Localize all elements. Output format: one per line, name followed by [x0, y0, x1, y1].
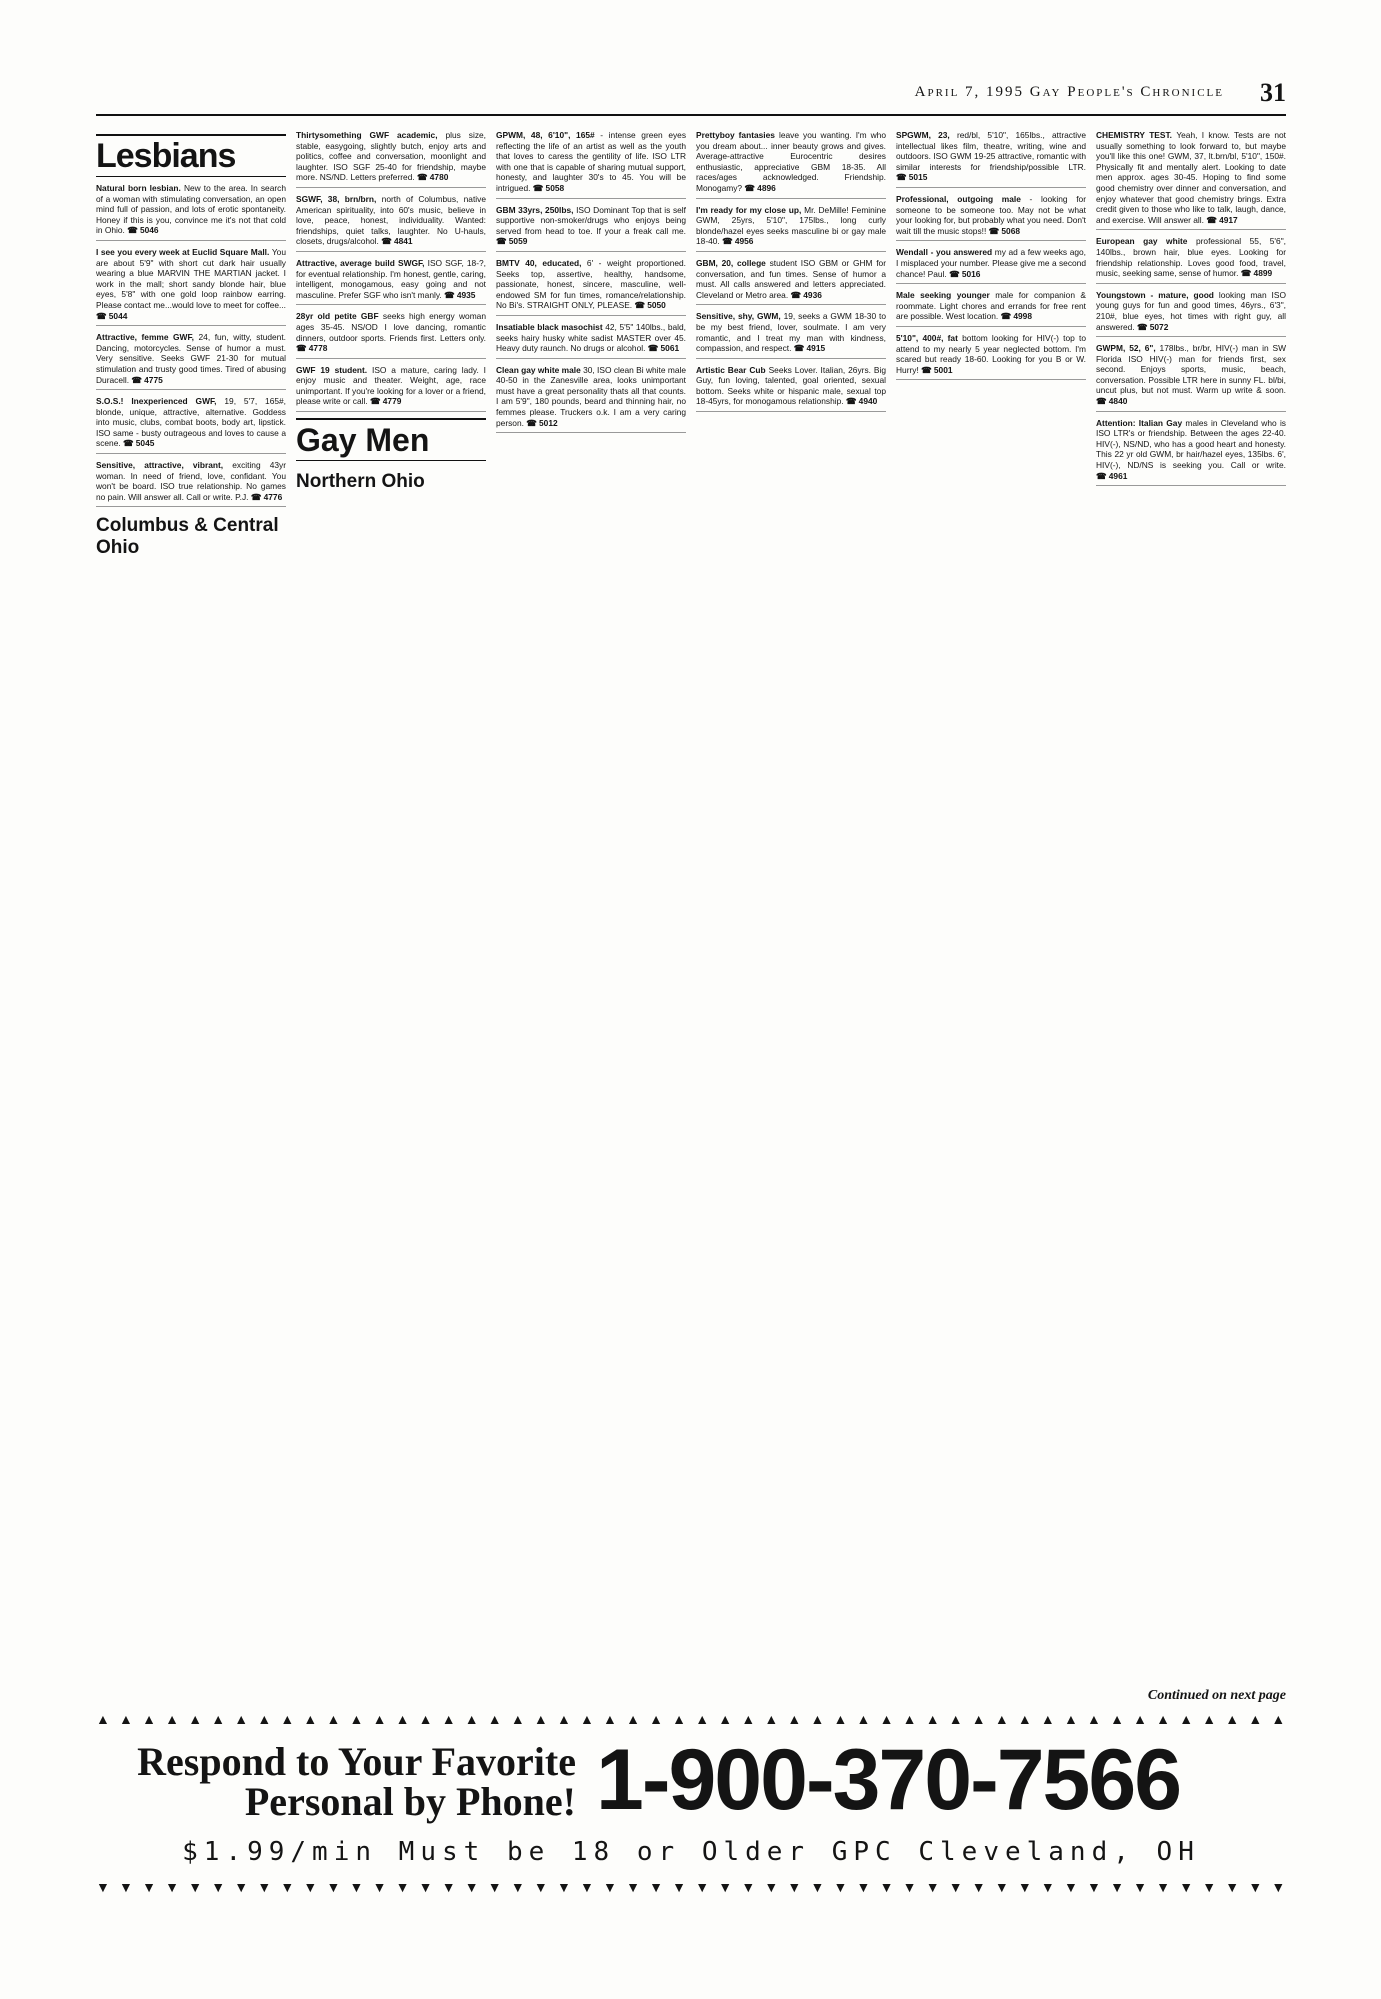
column-5 — [896, 130, 1086, 1680]
ad-box-number: ☎ 4936 — [790, 289, 822, 300]
triangle-ornament: ▲ — [925, 1711, 940, 1727]
ad-lead: Sensitive, attractive, vibrant, — [96, 460, 233, 471]
ad-box-number: ☎ 5045 — [123, 438, 155, 449]
ad-text: professional 55, 5'6", 140lbs., brown hair, blue eyes. Looking for friendship relationship. Loves good food, travel, music, seeking same, sense of humor. — [1096, 236, 1286, 279]
phone-response-banner — [96, 1712, 1286, 1922]
masthead-date-publication: April 7, 1995 Gay People's Chronicle — [914, 84, 1224, 100]
ad-text: 19, seeks a GWM 18-30 to be my best friend, lover, soulmate. I am very romantic, and I treat my man with kindness, compassion, and respect. — [696, 311, 886, 354]
triangle-ornament: ▲ — [902, 1711, 917, 1727]
ad-text: looking man ISO young guys for fun and good times, 46yrs., 6'3", 210#, blue eyes, hot times with right guy, all answered. — [1096, 289, 1286, 332]
ad-list — [296, 130, 486, 412]
triangle-ornament: ▲ — [1179, 1711, 1194, 1727]
ad-text: 178lbs., br/br, HIV(-) man in SW Florida ISO HIV(-) man for friends first, sex second. Enjoys sports, music, beach, conversation. Possible LTR here in sunny FL. bl/bi, uncut plus, but not must. Warm up write & soon. — [1096, 343, 1286, 396]
ad-lead: Thirtysomething GWF academic, — [296, 130, 446, 140]
triangle-ornament: ▲ — [971, 1711, 986, 1727]
triangle-ornament: ▲ — [1225, 1711, 1240, 1727]
triangle-ornament: ▲ — [211, 1711, 226, 1727]
triangle-ornament: ▼ — [1110, 1879, 1124, 1895]
ad-list — [96, 183, 286, 507]
ad-lead: Male seeking younger — [896, 290, 996, 301]
ad-box-number: ☎ 5001 — [921, 364, 953, 375]
continued-note: Continued on next page — [1147, 1688, 1286, 1703]
triangle-ornament: ▲ — [257, 1711, 272, 1727]
personal-ad — [296, 194, 486, 252]
ad-text: leave you wanting. I'm who you dream about... inner beauty grows and gives. Average-attractive Eurocentric desires enthusiastic, appreciative GBM 18-35. All races/ages acknowledged. Friendship. Monogamy? — [696, 130, 886, 193]
triangle-ornament: ▼ — [142, 1879, 156, 1895]
personal-ad — [696, 365, 886, 412]
column-1 — [96, 130, 286, 1680]
triangle-ornament: ▼ — [994, 1879, 1009, 1895]
triangle-ornament: ▲ — [1017, 1711, 1032, 1727]
ad-lead: SGWF, 38, brn/brn, — [296, 193, 382, 204]
ad-list — [896, 130, 1086, 380]
ad-text: 6' - weight proportioned. Seeks top, assertive, healthy, handsome, passionate, honest, sincere, masculine, well-endowed SM for fun times, romance/relationship. No Bi's. STRAIGHT ONLY, PLEASE. — [496, 257, 686, 311]
ad-lead: BMTV 40, educated, — [496, 257, 587, 268]
ad-lead: Insatiable black masochist — [496, 321, 606, 332]
triangle-ornament: ▼ — [280, 1879, 295, 1895]
column-3 — [496, 130, 686, 1680]
ad-lead: Sensitive, shy, GWM, — [696, 311, 784, 322]
triangle-ornament: ▼ — [96, 1879, 110, 1895]
ad-text: Seeks Lover. Italian, 26yrs. Big Guy, fun loving, talented, goal oriented, sexual bottom. Seeks white or hispanic male, sexual top 18-45yrs, for monogamous relationship. — [696, 364, 886, 407]
triangle-ornament: ▼ — [948, 1879, 963, 1895]
personal-ad — [96, 460, 286, 507]
ad-lead: Wendall - you answered — [896, 247, 995, 258]
ad-lead: S.O.S.! Inexperienced GWF, — [96, 396, 225, 407]
personal-ad — [896, 130, 1086, 188]
triangle-ornament: ▼ — [603, 1879, 617, 1895]
triangle-ornament: ▼ — [1040, 1879, 1055, 1895]
ad-text: student ISO GBM or GHM for conversation, and fun times. Sense of humor a must. All calls answered and letters appreciated. Cleveland or Metro area. — [696, 257, 886, 300]
triangle-ornament: ▲ — [349, 1711, 364, 1727]
triangle-ornament: ▼ — [810, 1879, 825, 1895]
ad-lead: I'm ready for my close up, — [696, 204, 805, 215]
section-heading-lesbians: Lesbians — [96, 134, 286, 177]
masthead — [96, 78, 1286, 116]
ad-lead: Natural born lesbian. — [96, 183, 184, 193]
triangle-ornament: ▼ — [579, 1879, 594, 1895]
ad-lead: GBM 33yrs, 250lbs, — [496, 204, 577, 215]
triangle-ornament: ▲ — [326, 1711, 341, 1727]
ad-box-number: ☎ 5059 — [496, 236, 528, 247]
personal-ad — [496, 205, 686, 252]
ad-lead: GBM, 20, college — [696, 257, 770, 268]
ad-lead: Artistic Bear Cub — [696, 364, 769, 375]
ad-text: 24, fun, witty, student. Dancing, motorcycles. Sense of humor a must. Very sensitive. Seeks GWF 21-30 for mutual stimulation and trusty good times. Tired of abusing Duracell. — [96, 332, 286, 385]
triangle-ornament: ▼ — [418, 1879, 433, 1895]
ad-box-number: ☎ 5044 — [96, 310, 128, 321]
ad-box-number: ☎ 4961 — [1096, 470, 1128, 481]
ad-lead: Prettyboy fantasies — [696, 130, 779, 140]
triangle-ornament: ▼ — [119, 1879, 133, 1895]
ad-list — [496, 130, 686, 433]
triangle-ornament: ▼ — [303, 1879, 318, 1895]
triangle-ornament: ▲ — [856, 1711, 871, 1727]
triangle-ornament: ▼ — [626, 1879, 640, 1895]
ad-text: north of Columbus, native American spirituality, into 60's music, believe in love, peace, honest, individuality. Wanted: friendships, quiet talks, laughter. No U-hauls, closets, drugs/alcohol. — [296, 193, 486, 247]
triangle-ornament: ▼ — [741, 1879, 756, 1895]
ad-text: males in Cleveland who is ISO LTR's or friendship. Between the ages 22-40. HIV(-), NS/ND, who has a good heart and honesty. This 22 yr old GWM, br hair/hazel eyes, 135lbs. 6', HIV(-), ND/NS is seeking you. Call or write. — [1096, 417, 1286, 471]
ad-lead: Attractive, femme GWF, — [96, 332, 199, 343]
triangle-ornament: ▲ — [787, 1711, 802, 1727]
triangle-ornament: ▼ — [487, 1879, 502, 1895]
ad-box-number: ☎ 5016 — [949, 268, 981, 279]
triangle-ornament: ▲ — [418, 1711, 433, 1727]
ad-box-number: ☎ 5046 — [127, 225, 159, 236]
ad-box-number: ☎ 4915 — [793, 343, 826, 354]
ad-text: - intense green eyes reflecting the life of an artist as well as the youth that loves to caress the gentility of life. ISO LTR with one that is capable of sharing mutual support, honesty, and laughter 30's to 45. You will be intrigued. — [496, 130, 686, 193]
ad-text: 42, 5'5" 140lbs., bald, seeks hairy husky white sadist MASTER over 45. Heavy duty raunch. No drugs or alcohol. — [496, 321, 686, 354]
ad-text: Mr. DeMille! Feminine GWM, 25yrs, 5'10", 175lbs., long curly blonde/hazel eyes seeks masculine bi or gay male 18-40. — [696, 204, 886, 247]
ad-text: 19, 5'7, 165#, blonde, unique, attractive, alternative. Goddess into music, clubs, combat boots, body art, lipstick. ISO same - busty outrageous and loves to cause a scene. — [96, 396, 286, 449]
triangle-ornament: ▲ — [487, 1711, 502, 1727]
ad-box-number: ☎ 4935 — [444, 289, 476, 300]
personal-ad — [96, 396, 286, 454]
triangle-ornament: ▼ — [856, 1879, 871, 1895]
personal-ad — [296, 365, 486, 412]
triangle-ornament: ▼ — [902, 1879, 917, 1895]
ad-text: ISO Dominant Top that is self supportive non-smoker/drugs who enjoys being served from head to toe. If your a freak call me. — [496, 204, 686, 236]
ad-box-number: ☎ 4776 — [250, 491, 283, 502]
triangle-ornament: ▲ — [1156, 1711, 1171, 1727]
triangle-ornament: ▼ — [188, 1879, 203, 1895]
triangle-ornament: ▲ — [1040, 1711, 1055, 1727]
triangle-ornament: ▼ — [1133, 1879, 1147, 1895]
triangle-ornament: ▼ — [672, 1879, 687, 1895]
triangle-ornament: ▲ — [510, 1711, 525, 1727]
triangle-ornament: ▲ — [695, 1711, 710, 1727]
ad-lead: Clean gay white male — [496, 364, 584, 375]
ad-text: - looking for someone to be someone too. May not be what your looking for, but probably what you need. Don't wait till the music stops!! — [896, 193, 1086, 236]
ad-text: ISO a mature, caring lady. I enjoy music and theater. Weight, age, race unimportant. If you're looking for a lover or a friend, please write or call. — [296, 364, 486, 407]
triangle-ornament: ▼ — [165, 1879, 179, 1895]
ad-box-number: ☎ 5012 — [526, 417, 558, 428]
ad-text: plus size, stable, easygoing, slightly butch, enjoy arts and politics, coffee and conversation, moonlight and laughter. ISO SGF 25-40 for friendship, maybe more. NS/ND. Letters preferred. — [296, 130, 486, 183]
triangle-ornament: ▲ — [1110, 1711, 1124, 1727]
column-4 — [696, 130, 886, 1680]
triangle-ornament: ▼ — [787, 1879, 802, 1895]
triangle-ornament: ▼ — [372, 1879, 387, 1895]
section-heading-gay-men: Gay Men — [296, 418, 486, 461]
triangle-ornament: ▲ — [372, 1711, 387, 1727]
ad-box-number: ☎ 4840 — [1096, 396, 1128, 407]
triangle-ornament: ▲ — [165, 1711, 179, 1727]
triangle-ornament: ▲ — [626, 1711, 640, 1727]
ad-box-number: ☎ 5068 — [988, 225, 1021, 236]
personal-ad — [496, 322, 686, 359]
ad-box-number: ☎ 5061 — [647, 343, 680, 354]
ad-box-number: ☎ 4775 — [131, 374, 163, 385]
ad-text: Yeah, I know. Tests are not usually something to look forward to, but maybe you'll like this one! GWM, 37, lt.brn/bl, 5'10", 150#. Physically fit and mentally alert. Looking to date men approx. ages 30-45. Hoping to find some good chemistry over dinner and conversation, and enjoy whatever that good chemistry brings. Extra credit given to those who like to talk, laugh, dance, and exercise. Will answer all. — [1096, 130, 1286, 225]
ad-lead: I see you every week at Euclid Square Mall. — [96, 246, 272, 257]
personal-ad — [896, 333, 1086, 380]
ad-lead: GWF 19 student. — [296, 364, 372, 375]
personal-ad — [96, 183, 286, 241]
triangle-ornament: ▲ — [1063, 1711, 1078, 1727]
ad-box-number: ☎ 4896 — [744, 182, 776, 193]
ad-box-number: ☎ 5015 — [896, 172, 928, 183]
ad-box-number: ☎ 4956 — [722, 236, 754, 247]
personal-ad — [496, 258, 686, 316]
personal-ad — [296, 130, 486, 188]
triangle-ornament: ▲ — [464, 1711, 479, 1727]
triangle-ornament: ▲ — [672, 1711, 687, 1727]
triangle-ornament: ▲ — [441, 1711, 456, 1727]
triangle-ornament: ▼ — [510, 1879, 525, 1895]
ad-lead: Attractive, average build SWGF, — [296, 257, 428, 268]
triangle-ornament: ▼ — [971, 1879, 986, 1895]
ad-text: bottom looking for HIV(-) top to attend to my nearly 5 year neglected bottom. I'm scared but ready 18-60. Looking for you B or W. Hurry! — [896, 332, 1086, 375]
triangle-border-bottom — [96, 1880, 1286, 1894]
triangle-ornament: ▲ — [395, 1711, 410, 1727]
ad-box-number: ☎ 4899 — [1240, 268, 1273, 279]
triangle-ornament: ▲ — [1133, 1711, 1147, 1727]
triangle-ornament: ▼ — [1202, 1879, 1217, 1895]
section-heading-columbus: Columbus & Central Ohio — [96, 515, 279, 559]
ad-lead: 28yr old petite GBF — [296, 311, 383, 322]
triangle-ornament: ▲ — [741, 1711, 756, 1727]
triangle-ornament: ▲ — [188, 1711, 203, 1727]
triangle-ornament: ▲ — [810, 1711, 825, 1727]
triangle-ornament: ▼ — [1017, 1879, 1032, 1895]
triangle-ornament: ▲ — [603, 1711, 617, 1727]
ad-text: seeks high energy woman ages 35-45. NS/OD I love dancing, romantic dinners, outdoor sports. Friends first. Letters only. — [296, 311, 486, 343]
ad-lead: SPGWM, 23, — [896, 130, 957, 140]
triangle-ornament: ▲ — [879, 1711, 894, 1727]
ad-lead: GPWM, 48, 6'10", 165# — [496, 130, 601, 140]
triangle-ornament: ▲ — [718, 1711, 733, 1727]
triangle-ornament: ▲ — [234, 1711, 249, 1727]
section-heading-northern-ohio: Northern Ohio — [296, 471, 425, 493]
personal-ad — [1096, 290, 1286, 337]
ad-text: exciting 43yr woman. In need of friend, love, confidant. You won't be board. ISO true relationship. No games no pain. Will answer all. Call or write. P.J. — [96, 460, 286, 502]
column-2 — [296, 130, 486, 1680]
ad-lead: GWPM, 52, 6", — [1096, 343, 1160, 354]
triangle-ornament: ▲ — [142, 1711, 156, 1727]
page-number: 31 — [1260, 78, 1286, 107]
ad-lead: European gay white — [1096, 236, 1196, 247]
triangle-ornament: ▲ — [994, 1711, 1009, 1727]
ad-lead: Youngstown - mature, good — [1096, 289, 1219, 300]
triangle-ornament: ▼ — [349, 1879, 364, 1895]
banner-headline — [106, 1739, 576, 1824]
ad-list — [696, 130, 886, 412]
ad-box-number: ☎ 5058 — [532, 182, 565, 193]
triangle-ornament: ▲ — [1202, 1711, 1217, 1727]
personal-ad — [96, 332, 286, 390]
personal-ad — [696, 311, 886, 358]
triangle-ornament: ▼ — [441, 1879, 456, 1895]
triangle-ornament: ▼ — [326, 1879, 341, 1895]
triangle-ornament: ▲ — [303, 1711, 318, 1727]
personal-ad — [696, 258, 886, 305]
ad-text: my ad a few weeks ago, I misplaced your number. Please give me a second chance! Paul. — [896, 247, 1086, 279]
triangle-ornament: ▲ — [556, 1711, 571, 1727]
personals-columns — [96, 130, 1286, 1680]
personal-ad — [96, 247, 286, 326]
triangle-border-top — [96, 1712, 1286, 1726]
triangle-ornament: ▼ — [1156, 1879, 1171, 1895]
ad-lead: 5'10", 400#, fat — [896, 332, 963, 343]
personal-ad — [296, 258, 486, 305]
personal-ad — [1096, 130, 1286, 230]
triangle-ornament: ▲ — [649, 1711, 663, 1727]
ad-text: male for companion & roommate. Light chores and errands for free rent are possible. West location. — [896, 290, 1086, 322]
triangle-ornament: ▼ — [1063, 1879, 1078, 1895]
triangle-ornament: ▲ — [833, 1711, 848, 1727]
ad-box-number: ☎ 5050 — [634, 300, 666, 311]
triangle-ornament: ▲ — [948, 1711, 963, 1727]
triangle-ornament: ▲ — [1271, 1711, 1286, 1727]
triangle-ornament: ▼ — [833, 1879, 848, 1895]
triangle-ornament: ▼ — [533, 1879, 548, 1895]
triangle-ornament: ▼ — [1087, 1879, 1101, 1895]
triangle-ornament: ▼ — [211, 1879, 226, 1895]
personal-ad — [496, 130, 686, 199]
ad-box-number: ☎ 4998 — [1000, 311, 1032, 322]
ad-box-number: ☎ 4841 — [381, 236, 413, 247]
personal-ad — [896, 194, 1086, 241]
triangle-ornament: ▼ — [718, 1879, 733, 1895]
phone-number: 1-900-370-7566 — [596, 1732, 1181, 1828]
triangle-ornament: ▲ — [1248, 1711, 1263, 1727]
triangle-ornament: ▲ — [533, 1711, 548, 1727]
ad-text: 30, ISO clean Bi white male 40-50 in the Zanesville area, looks unimportant must have a great personality thats all that counts. I am 5'9", 180 pounds, beard and thinning hair, no femmes please. Truckers o.k. I am a very caring person. — [496, 364, 686, 428]
triangle-ornament: ▲ — [1087, 1711, 1101, 1727]
personal-ad — [1096, 236, 1286, 283]
ad-list — [1096, 130, 1286, 486]
ad-box-number: ☎ 4780 — [417, 172, 449, 183]
triangle-ornament: ▼ — [556, 1879, 571, 1895]
personal-ad — [896, 247, 1086, 284]
triangle-ornament: ▲ — [96, 1711, 110, 1727]
triangle-ornament: ▼ — [764, 1879, 779, 1895]
triangle-ornament: ▲ — [280, 1711, 295, 1727]
personal-ad — [296, 311, 486, 358]
ad-box-number: ☎ 4940 — [845, 396, 878, 407]
triangle-ornament: ▼ — [1225, 1879, 1240, 1895]
triangle-ornament: ▲ — [579, 1711, 594, 1727]
triangle-ornament: ▼ — [879, 1879, 894, 1895]
ad-box-number: ☎ 4779 — [370, 396, 402, 407]
triangle-ornament: ▼ — [1271, 1879, 1286, 1895]
personal-ad — [696, 130, 886, 199]
personal-ad — [496, 365, 686, 434]
triangle-ornament: ▼ — [1248, 1879, 1263, 1895]
personal-ad — [896, 290, 1086, 327]
ad-box-number: ☎ 4778 — [296, 343, 328, 354]
triangle-ornament: ▼ — [695, 1879, 710, 1895]
personal-ad — [1096, 418, 1286, 487]
ad-box-number: ☎ 5072 — [1136, 321, 1169, 332]
personal-ad — [1096, 343, 1286, 412]
banner-line-1: Respond to Your Favorite — [137, 1739, 576, 1784]
triangle-ornament: ▲ — [764, 1711, 779, 1727]
triangle-ornament: ▼ — [1179, 1879, 1194, 1895]
ad-lead: Professional, outgoing male — [896, 193, 1030, 204]
triangle-ornament: ▼ — [649, 1879, 663, 1895]
personal-ad — [696, 205, 886, 252]
ad-text: You are about 5'9" with short cut dark hair usually wearing a blue MARVIN THE MARTIAN jacket. I work in the mall; short sandy blonde hair, blue eyes, 5'8" with one gold loop rainbow earring. Please contact me...would love to meet for coffee... — [96, 246, 286, 310]
triangle-ornament: ▼ — [395, 1879, 410, 1895]
ad-lead: Attention: Italian Gay — [1096, 417, 1186, 428]
triangle-ornament: ▼ — [257, 1879, 272, 1895]
column-6 — [1096, 130, 1286, 1680]
ad-text: New to the area. In search of a woman with stimulating conversation, an open mind full of passion, and lots of erotic spontaneity. Honey if this is you, convince me it's not that cold in Ohio. — [96, 183, 286, 236]
ad-text: ISO SGF, 18-?, for eventual relationship. I'm honest, gentle, caring, intelligent, monogamous, easy going and not masculine. Prefer SGF who isn't manly. — [296, 257, 486, 300]
ad-lead: CHEMISTRY TEST. — [1096, 130, 1177, 140]
triangle-ornament: ▼ — [925, 1879, 940, 1895]
ad-text: red/bl, 5'10", 165lbs., attractive intellectual likes film, theatre, writing, wine and outdoors. ISO GWM 19-25 attractive, romantic with similar interests for friendship/possible LTR. — [896, 130, 1086, 172]
banner-line-2: Personal by Phone! — [244, 1779, 576, 1824]
triangle-ornament: ▼ — [464, 1879, 479, 1895]
triangle-ornament: ▼ — [234, 1879, 249, 1895]
triangle-ornament: ▲ — [119, 1711, 133, 1727]
ad-box-number: ☎ 4917 — [1206, 214, 1238, 225]
rate-notice: $1.99/min Must be 18 or Older GPC Cleveland, OH — [182, 1837, 1200, 1867]
